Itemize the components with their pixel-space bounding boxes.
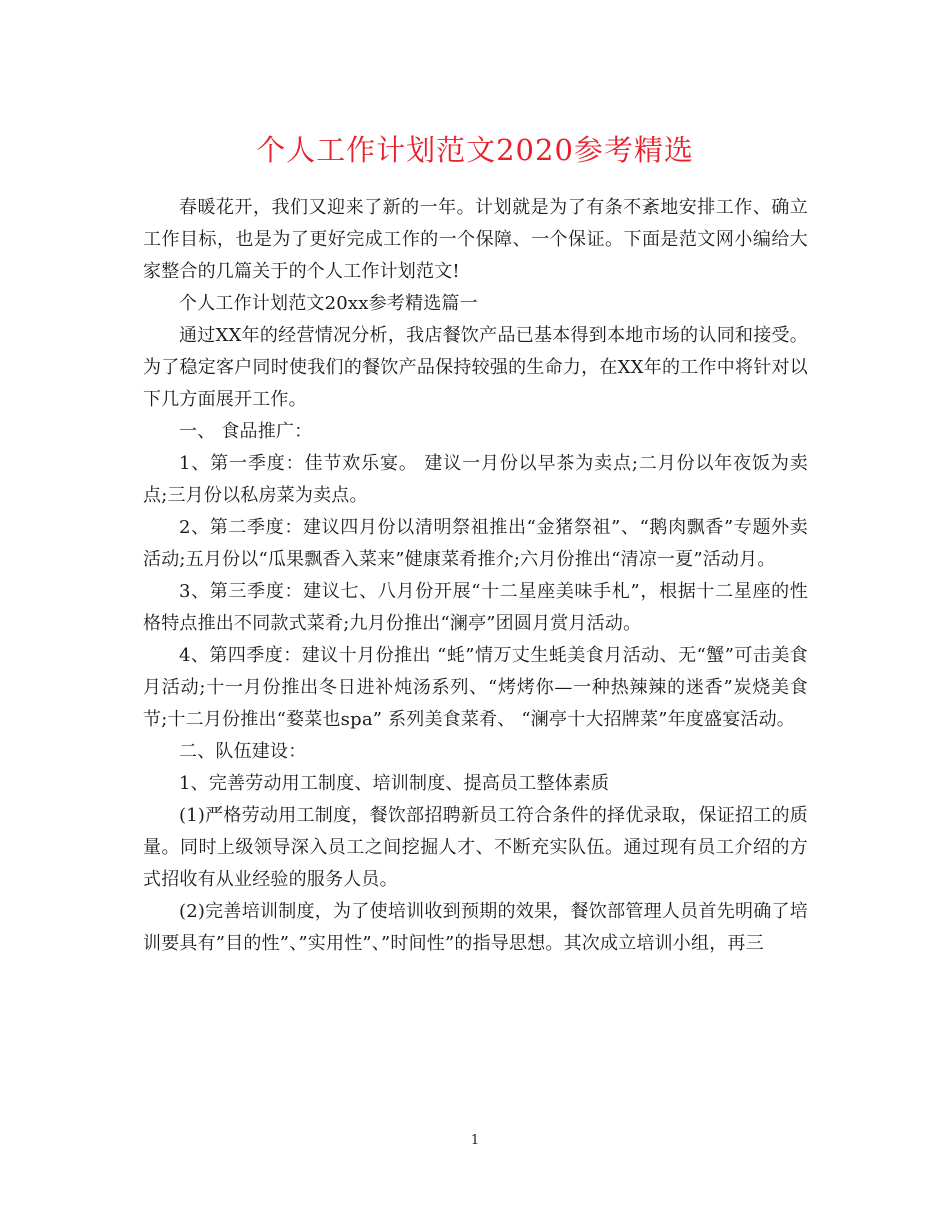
section-heading-part-one: 个人工作计划范文20xx参考精选篇一 (179, 293, 478, 314)
body-paragraph: 通过XX年的经营情况分析，我店餐饮产品已基本得到本地市场的认同和接受。为了稳定客户同时使我们的餐饮产品保持较强的生命力，在XX年的工作中将针对以下几方面展开工作。 (143, 325, 808, 410)
intro-paragraph: 春暖花开，我们又迎来了新的一年。计划就是为了有条不紊地安排工作、确立工作目标，也是为了更好完成工作的一个保障、一个保证。下面是范文网小编给大家整合的几篇关于的个人工作计划范文! (143, 197, 808, 282)
document-body (143, 192, 808, 960)
document-title: 个人工作计划范文2020参考精选 (256, 133, 694, 167)
body-paragraph: (2)完善培训制度，为了使培训收到预期的效果，餐饮部管理人员首先明确了培训要具有”目的性”、”实用性”、”时间性”的指导思想。其次成立培训小组，再三 (143, 901, 808, 954)
section-heading-food-promotion: 一、 食品推广： (179, 421, 313, 442)
body-paragraph: (1)严格劳动用工制度，餐饮部招聘新员工符合条件的择优录取，保证招工的质量。同时上级领导深入员工之间挖掘人才、不断充实队伍。通过现有员工介绍的方式招收有从业经验的服务人员。 (143, 805, 808, 890)
quarter-1-paragraph: 1、第一季度：佳节欢乐宴。 建议一月份以早茶为卖点;二月份以年夜饭为卖点;三月份以私房菜为卖点。 (143, 453, 808, 506)
section-heading-team-building: 二、队伍建设： (179, 741, 307, 762)
quarter-3-paragraph: 3、第三季度：建议七、八月份开展“十二星座美味手札”，根据十二星座的性格特点推出不同款式菜肴;九月份推出“澜亭”团圆月赏月活动。 (143, 581, 808, 634)
quarter-4-paragraph: 4、第四季度：建议十月份推出 “蚝”情万丈生蚝美食月活动、无“蟹”可击美食月活动;十一月份推出冬日进补炖汤系列、“烤烤你—一种热辣辣的迷香”炭烧美食节;十二月份推出“婺菜也spa” 系列美食菜肴、 “澜亭十大招牌菜”年度盛宴活动。 (143, 645, 808, 730)
quarter-2-paragraph: 2、第二季度：建议四月份以清明祭祖推出“金猪祭祖”、“鹅肉飘香”专题外卖活动;五月份以“瓜果飘香入菜来”健康菜肴推介;六月份推出“清凉一夏”活动月。 (143, 517, 808, 570)
page-number: 1 (470, 1133, 480, 1148)
subsection-heading: 1、完善劳动用工制度、培训制度、提高员工整体素质 (179, 773, 610, 794)
